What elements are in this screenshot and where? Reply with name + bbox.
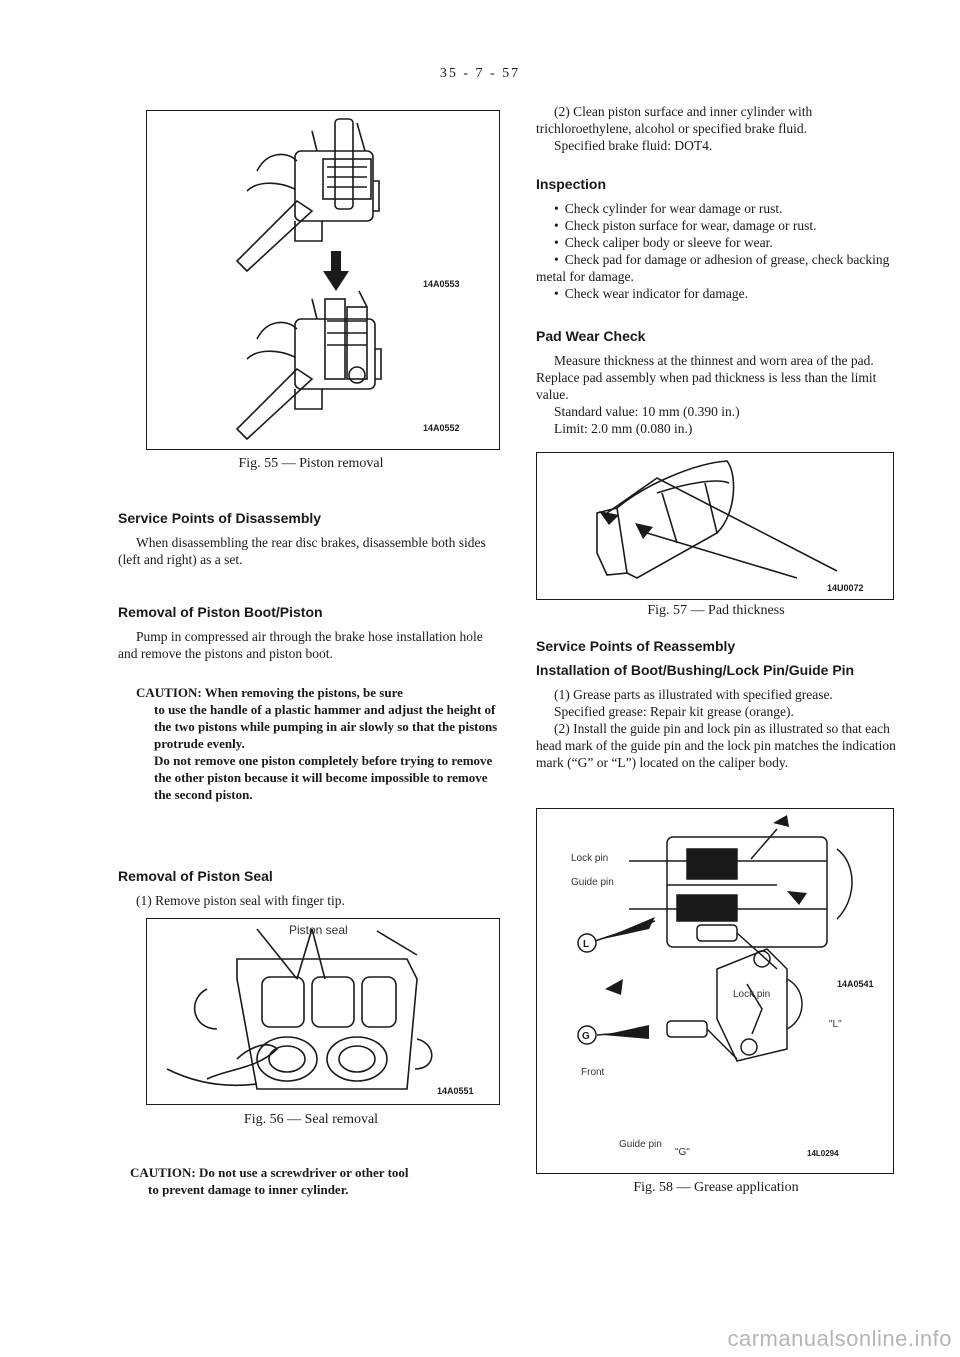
figure-58-caption: Fig. 58 — Grease application — [633, 1180, 799, 1195]
figure-55-code-bottom: 14A0552 — [423, 423, 460, 433]
pad-wear-text: Measure thickness at the thinnest and worn area of the pad. Replace pad assembly when pad thickness is less than the limit value. — [536, 353, 877, 402]
figure-57-code: 14U0072 — [827, 583, 864, 593]
figure-56-seal-removal — [146, 918, 500, 1105]
figure-56-code: 14A0551 — [437, 1086, 474, 1096]
pad-wear-standard: Standard value: 10 mm (0.390 in.) — [554, 404, 740, 419]
inspection-list — [536, 200, 896, 302]
tool-caution — [130, 1164, 504, 1198]
inspection-item: • Check pad for damage or adhesion of grease, check backing metal for damage. — [536, 252, 890, 284]
mark-g-label: "G" — [675, 1147, 690, 1158]
figure-58-code-bottom: 14L0294 — [807, 1149, 839, 1158]
pad-wear-heading: Pad Wear Check — [536, 328, 646, 344]
reassembly-subheading: Installation of Boot/Bushing/Lock Pin/Guide Pin — [536, 662, 855, 678]
page-number: 35 - 7 - 57 — [439, 66, 521, 81]
reassembly-spec: Specified grease: Repair kit grease (orange). — [554, 704, 794, 719]
caution-line-1: CAUTION: When removing the pistons, be sure — [136, 685, 403, 700]
piston-seal-label: Piston seal — [289, 923, 348, 937]
figure-58-code-top: 14A0541 — [837, 979, 874, 989]
pad-wear-limit: Limit: 2.0 mm (0.080 in.) — [554, 421, 693, 436]
inspection-item: • Check piston surface for wear, damage or rust. — [554, 218, 817, 233]
front-label: Front — [581, 1067, 605, 1078]
clean-spec: Specified brake fluid: DOT4. — [554, 138, 713, 153]
reassembly-step-2: (2) Install the guide pin and lock pin as illustrated so that each head mark of the guide pin and the lock pin matches the indication mark (“G” or “L”) located on the caliper body. — [536, 721, 896, 770]
boot-removal-text: Pump in compressed air through the brake hose installation hole and remove the pistons and piston boot. — [118, 629, 483, 661]
reassembly-step-1: (1) Grease parts as illustrated with specified grease. — [554, 687, 833, 702]
figure-58-grease-application — [536, 808, 894, 1174]
inspection-heading: Inspection — [536, 176, 607, 192]
seal-removal-illustration — [147, 919, 499, 1104]
tool-caution-line-1: CAUTION: Do not use a screwdriver or other tool — [130, 1165, 409, 1180]
figure-56-caption: Fig. 56 — Seal removal — [243, 1112, 379, 1127]
seal-removal-text: (1) Remove piston seal with finger tip. — [136, 893, 345, 908]
inspection-item: • Check wear indicator for damage. — [554, 286, 749, 301]
boot-removal-heading: Removal of Piston Boot/Piston — [118, 604, 323, 620]
inspection-item: • Check caliper body or sleeve for wear. — [554, 235, 773, 250]
figure-55-caption: Fig. 55 — Piston removal — [238, 456, 384, 471]
mark-l-label: "L" — [829, 1019, 842, 1030]
figure-55-piston-removal — [146, 110, 500, 450]
boot-removal-caution — [136, 684, 504, 803]
caution-line-2: to use the handle of a plastic hammer and adjust the height of the two pistons while pumping in air slowly so that the pistons protrude evenly. — [154, 702, 498, 751]
figure-57-caption: Fig. 57 — Pad thickness — [647, 603, 785, 618]
caution-line-3: Do not remove one piston completely before trying to remove the other piston because it will become impossible to remove the second piston. — [154, 753, 493, 802]
lock-pin-label: Lock pin — [571, 853, 609, 864]
lock-pin-label-2: Lock pin — [733, 989, 771, 1000]
figure-57-pad-thickness — [536, 452, 894, 600]
guide-pin-label-2: Guide pin — [619, 1139, 662, 1150]
tool-caution-line-2: to prevent damage to inner cylinder. — [148, 1182, 349, 1197]
seal-removal-heading: Removal of Piston Seal — [118, 868, 273, 884]
reassembly-heading: Service Points of Reassembly — [536, 638, 736, 654]
svg-text:L: L — [583, 939, 590, 950]
pad-thickness-illustration — [537, 453, 893, 599]
disassembly-text: When disassembling the rear disc brakes, disassemble both sides (left and right) as a set. — [118, 535, 486, 567]
watermark-footer: carmanualsonline.info — [727, 1326, 952, 1351]
disassembly-heading: Service Points of Disassembly — [118, 510, 322, 526]
svg-text:G: G — [582, 1031, 590, 1042]
guide-pin-label: Guide pin — [571, 877, 614, 888]
inspection-item: • Check cylinder for wear damage or rust. — [554, 201, 783, 216]
clean-text: (2) Clean piston surface and inner cylinder with trichloroethylene, alcohol or specified brake fluid. — [536, 104, 813, 136]
figure-55-code-top: 14A0553 — [423, 279, 460, 289]
